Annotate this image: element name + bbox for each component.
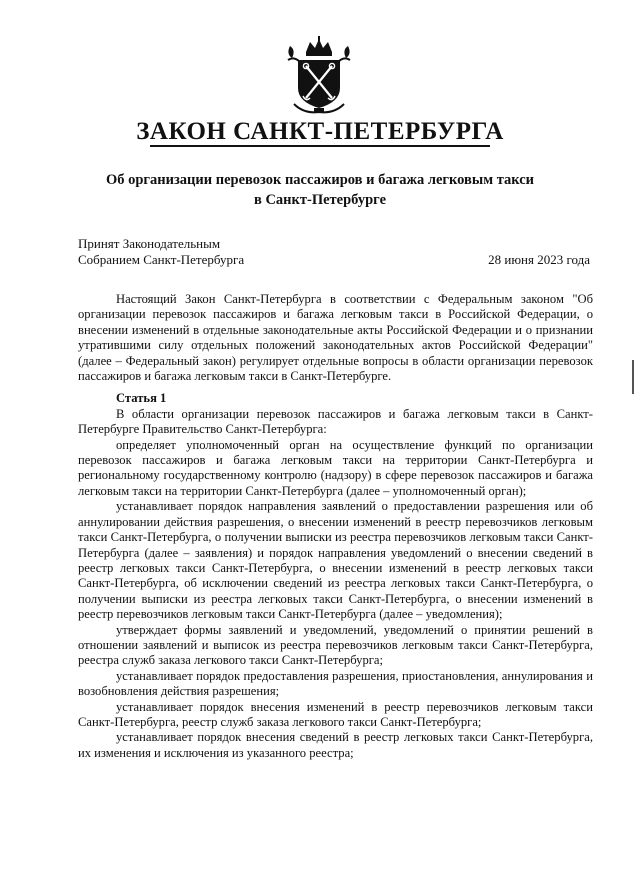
law-title: ЗАКОН САНКТ-ПЕТЕРБУРГА xyxy=(136,118,504,145)
article-item: утверждает формы заявлений и уведомлений, уведомлений о принятии решений в отношении заявлений и выписок из реестра перевозчиков легковым такси Санкт-Петербурга, реестра служб заказа легкового такси Санкт-Петербурга; xyxy=(78,622,593,668)
article-item: устанавливает порядок внесения изменений в реестр перевозчиков легковым такси Санкт-Петербурга, реестр служб заказа легкового такси Санкт-Петербурга; xyxy=(78,699,593,729)
article-intro: В области организации перевозок пассажиров и багажа легковым такси в Санкт-Петербурге Правительство Санкт-Петербурга: xyxy=(78,406,593,437)
adopted-line-2: Собранием Санкт-Петербурга xyxy=(78,252,245,267)
law-subtitle xyxy=(100,170,540,210)
scan-margin-mark xyxy=(632,360,634,394)
subtitle-line-2: в Санкт-Петербурге xyxy=(253,192,386,208)
article-item: устанавливает порядок внесения сведений в реестр легковых такси Санкт-Петербурга, их изменения и исключения из указанного реестра; xyxy=(78,730,593,760)
adoption-date: 28 июня 2023 года xyxy=(488,252,590,267)
subtitle-line-1: Об организации перевозок пассажиров и багажа легковым такси xyxy=(105,172,535,188)
adopted-by xyxy=(78,236,244,268)
saint-petersburg-coat-of-arms-icon xyxy=(284,36,354,116)
preamble-paragraph: Настоящий Закон Санкт-Петербурга в соответствии с Федеральным законом "Об организации перевозок пассажиров и багажа легковым такси в Российской Федерации, о внесении изменений в отдельные законодательные акты Российской Федерации и о признании утратившими силу отдельных положений законодательных актов Российской Федерации" (далее – Федеральный закон) регулирует отдельные вопросы в области организации перевозок пассажиров и багажа легковым такси в Санкт-Петербурге. xyxy=(78,292,593,384)
article-item: устанавливает порядок направления заявлений о предоставлении разрешения или об аннулировании действия разрешения, о внесении изменений в реестр перевозчиков легковым такси Санкт-Петербурга, о получении выписки из реестра перевозчиков легковым такси Санкт-Петербурга (далее – заявления) и порядок направления уведомлений о внесении сведений в реестр легковых такси Санкт-Петербурга, о внесении изменений в реестр легковых такси Санкт-Петербурга, об исключении сведений из реестра легковых такси Санкт-Петербурга, о получении выписки из реестра легковых такси Санкт-Петербурга, о внесении изменений в реестр перевозчиков легковым такси Санкт-Петербурга (далее – уведомления); xyxy=(78,499,593,622)
article-item: устанавливает порядок предоставления разрешения, приостановления, аннулирования и возобновления действия разрешения; xyxy=(78,668,593,699)
title-underline xyxy=(150,145,490,147)
article-heading: Статья 1 xyxy=(116,391,167,406)
article-item: определяет уполномоченный орган на осуществление функций по организации перевозок пассажиров и багажа легковым такси на территории Санкт-Петербурга и региональному государственному контролю (надзору) в сфере перевозок пассажиров и багажа легковым такси на территории Санкт-Петербурга (далее – уполномоченный орган); xyxy=(78,437,593,498)
law-body xyxy=(78,292,593,761)
adopted-line-1: Принят Законодательным xyxy=(78,236,221,251)
